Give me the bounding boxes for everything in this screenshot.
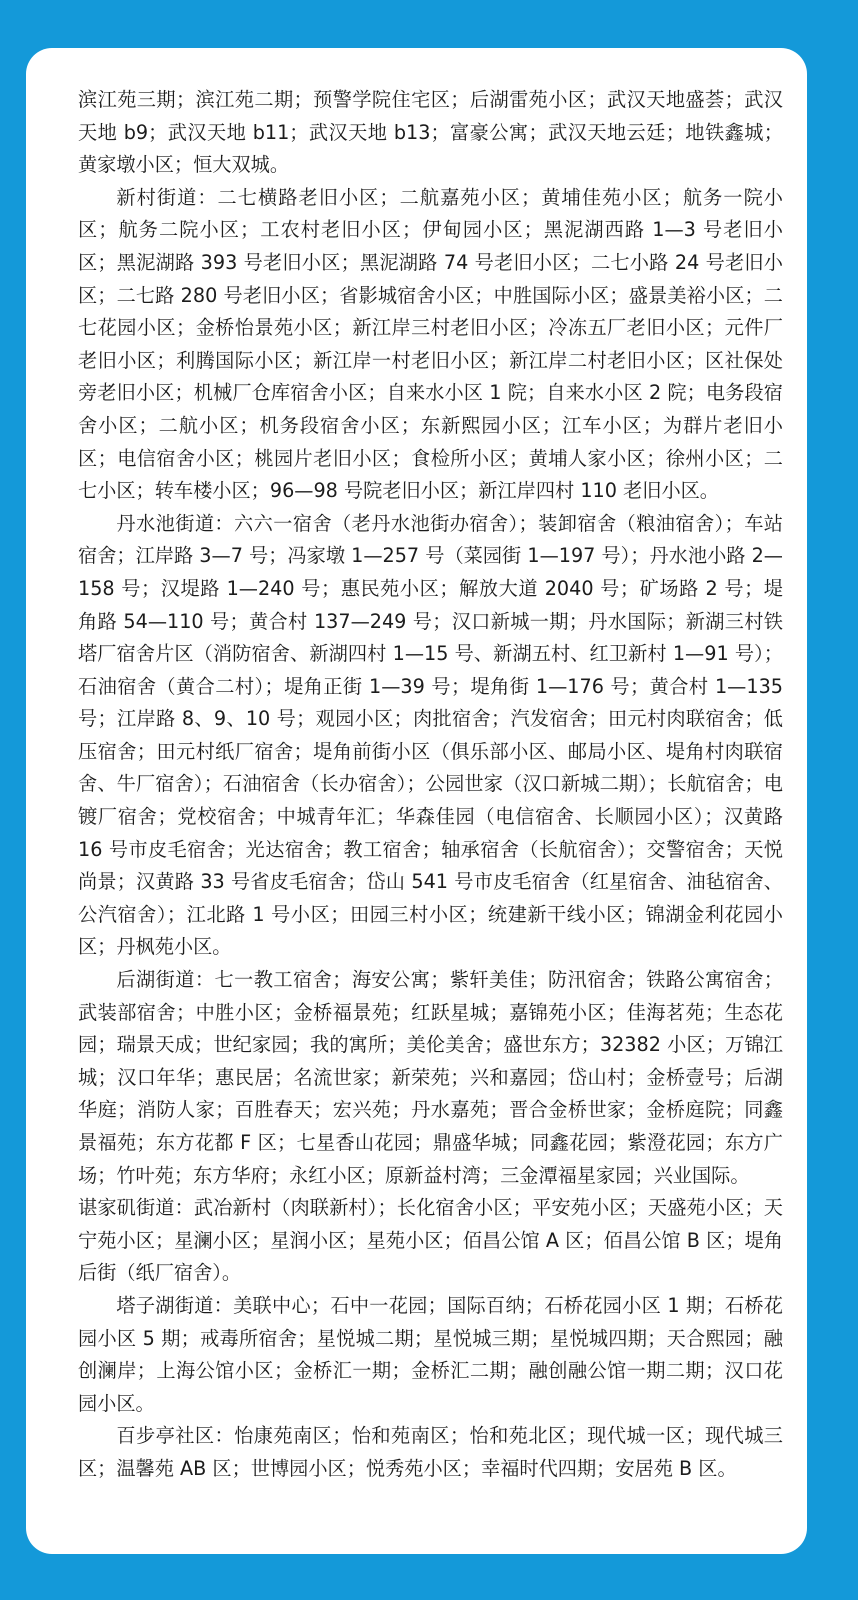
paragraph-danshuichi-street: 丹水池街道：六六一宿舍（老丹水池街办宿舍）；装卸宿舍（粮油宿舍）；车站宿舍；江岸路 3—7 号；冯家墩 1—257 号（菜园街 1—197 号）；丹水池小路 2—158 号；汉堤路 1—240 号；惠民苑小区；解放大道 2040 号；矿场路 2 号；堤角路 54—110 号；黄合村 137—249 号；汉口新城一期；丹水国际；新湖三村铁塔厂宿舍片区（消防宿舍、新湖四村 1—15 号、新湖五村、红卫新村 1—91 号）；石油宿舍（黄合二村）；堤角正街 1—39 号；堤角街 1—176 号；黄合村 1—135 号；江岸路 8、9、10 号；观园小区；肉批宿舍；汽发宿舍；田元村肉联宿舍；低压宿舍；田元村纸厂宿舍；堤角前街小区（俱乐部小区、邮局小区、堤角村肉联宿舍、牛厂宿舍）；石油宿舍（长办宿舍）；公园世家（汉口新城二期）；长航宿舍；电镀厂宿舍；党校宿舍；中城青年汇；华森佳园（电信宿舍、长顺园小区）；汉黄路 16 号市皮毛宿舍；光达宿舍；教工宿舍；轴承宿舍（长航宿舍）；交警宿舍；天悦尚景；汉黄路 33 号省皮毛宿舍；岱山 541 号市皮毛宿舍（红星宿舍、油毡宿舍、公汽宿舍）；江北路 1 号小区；田园三村小区；统建新干线小区；锦湖金利花园小区；丹枫苑小区。 bbox=[78, 511, 783, 959]
content-card bbox=[26, 48, 807, 1554]
community-list-text bbox=[78, 84, 783, 1486]
paragraph-tazihu-street: 塔子湖街道：美联中心；石中一花园；国际百纳；石桥花园小区 1 期；石桥花园小区 5 期；戒毒所宿舍；星悦城二期；星悦城三期；星悦城四期；天合熙园；融创澜岸；上海公馆小区；金桥汇一期；金桥汇二期；融创融公馆一期二期；汉口花园小区。 bbox=[78, 1293, 783, 1415]
paragraph-houhu-street: 后湖街道：七一教工宿舍；海安公寓；紫轩美佳；防汛宿舍；铁路公寓宿舍；武装部宿舍；中胜小区；金桥福景苑；红跃星城；嘉锦苑小区；佳海茗苑；生态花园；瑞景天成；世纪家园；我的寓所；美伦美舍；盛世东方；32382 小区；万锦江城；汉口年华；惠民居；名流世家；新荣苑；兴和嘉园；岱山村；金桥壹号；后湖华庭；消防人家；百胜春天；宏兴苑；丹水嘉苑；晋合金桥世家；金桥庭院；同鑫景福苑；东方花都 F 区；七星香山花园；鼎盛华城；同鑫花园；紫澄花园；东方广场；竹叶苑；东方华府；永红小区；原新益村湾；三金潭福星家园；兴业国际。 bbox=[78, 968, 783, 1187]
paragraph-binjiang: 滨江苑三期；滨江苑二期；预警学院住宅区；后湖雷苑小区；武汉天地盛荟；武汉天地 b9；武汉天地 b11；武汉天地 b13；富豪公寓；武汉天地云廷；地铁鑫城；黄家墩小区；恒大双城。 bbox=[78, 88, 783, 177]
paragraph-chenjiaji-street: 谌家矶街道：武冶新村（肉联新村）；长化宿舍小区；平安苑小区；天盛苑小区；天宁苑小区；星澜小区；星润小区；星苑小区；佰昌公馆 A 区；佰昌公馆 B 区；堤角后街（纸厂宿舍）。 bbox=[78, 1196, 783, 1285]
paragraph-baibuting-community: 百步亭社区：怡康苑南区；怡和苑南区；怡和苑北区；现代城一区；现代城三区；温馨苑 AB 区；世博园小区；悦秀苑小区；幸福时代四期；安居苑 B 区。 bbox=[78, 1424, 783, 1480]
paragraph-xincun-street: 新村街道：二七横路老旧小区；二航嘉苑小区；黄埔佳苑小区；航务一院小区；航务二院小区；工农村老旧小区；伊甸园小区；黑泥湖西路 1—3 号老旧小区；黑泥湖路 393 号老旧小区；黑泥湖路 74 号老旧小区；二七小路 24 号老旧小区；二七路 280 号老旧小区；省影城宿舍小区；中胜国际小区；盛景美裕小区；二七花园小区；金桥怡景苑小区；新江岸三村老旧小区；冷冻五厂老旧小区；元件厂老旧小区；利腾国际小区；新江岸一村老旧小区；新江岸二村老旧小区；区社保处旁老旧小区；机械厂仓库宿舍小区；自来水小区 1 院；自来水小区 2 院；电务段宿舍小区；二航小区；机务段宿舍小区；东新熙园小区；江车小区；为群片老旧小区；电信宿舍小区；桃园片老旧小区；食检所小区；黄埔人家小区；徐州小区；二七小区；转车楼小区；96—98 号院老旧小区；新江岸四村 110 老旧小区。 bbox=[78, 185, 783, 503]
